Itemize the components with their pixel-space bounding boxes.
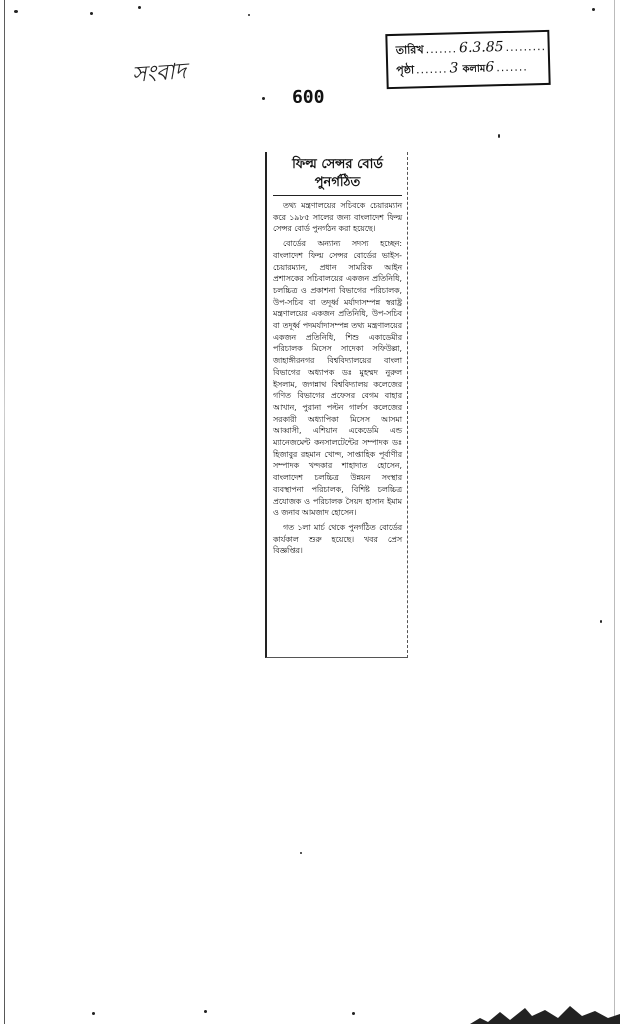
scan-speck (498, 134, 500, 138)
headline-line-1: ফিল্ম সেন্সর বোর্ড (292, 157, 383, 172)
page-code: 009 (292, 85, 325, 106)
scan-left-edge (4, 0, 5, 1024)
scan-speck (300, 852, 302, 854)
article-paragraph: গত ১লা মার্চ থেকে পুনর্গঠিত বোর্ডের কার্যকাল শুরু হয়েছে। খবর প্রেস বিজ্ঞপ্তির। (273, 522, 402, 556)
scan-speck (592, 8, 595, 11)
scan-speck (90, 12, 93, 15)
scan-speck (600, 620, 602, 623)
stamp-dots: ....... (425, 42, 458, 57)
stamp-column-label: কলাম (462, 63, 486, 76)
scan-speck (138, 6, 141, 9)
stamp-dots: ....... (415, 62, 448, 77)
scan-bottom-noise (470, 996, 620, 1024)
scan-right-edge (614, 0, 615, 1024)
stamp-date-label: তারিখ (395, 43, 424, 57)
stamp-dots: ......... (505, 39, 547, 55)
article-paragraph: বোর্ডের অন্যান্য সদস্য হচ্ছেন: বাংলাদেশ ফিল্ম সেন্সর বোর্ডের ভাইস-চেয়ারম্যান, প্রধান সামরিক আইন প্রশাসকের সচিবালয়ের একজন প্রতিনিধি, চলচ্চিত্র ও প্রকাশনা বিভাগের পরিচালক, উপ-সচিব বা তদূর্ধ্ব মর্যাদাসম্পন্ন স্বরাষ্ট্র মন্ত্রণালয়ের একজন প্রতিনিধি, উপ-সচিব বা তদূর্ধ্ব পদমর্যাদাসম্পন্ন তথ্য মন্ত্রণালয়ের একজন প্রতিনিধি, শিশু একাডেমীর পরিচালক মিসেস সাদেকা সফিউল্লা, জাহাঙ্গীরনগর বিশ্ববিদ্যালয়ের বাংলা বিভাগের অধ্যাপক ডঃ মুহম্মদ নুরুল ইসলাম, জগন্নাথ বিশ্ববিদ্যালয় কলেজের গণিত বিভাগের প্রফেসর বেগম বাহার আখান, পুরানা পল্টন গার্লস কলেজের সরকারী অধ্যাপিকা মিসেস আসমা আব্বাসী, এশিয়ান একেডেমি এন্ড ম্যানেজমেন্ট কনসালটেন্টের সম্পাদক ডঃ হিজাবুর রহমান খোন্দ, সাপ্তাহিক পূর্বাণীর সম্পাদক খন্দকার শাহাদাত হোসেন, বাংলাদেশ চলচ্চিত্র উন্নয়ন সংস্থার ব্যবস্থাপনা পরিচালক, বিশিষ্ট চলচ্চিত্র প্রযোজক ও পরিচালক সৈয়দ হাসান ইমাম ও জনাব আমজাদ হোসেন। (273, 239, 402, 518)
stamp-page-value: 3 (449, 60, 459, 77)
headline-line-2: পুনর্গঠিত (314, 175, 361, 190)
scan-speck (262, 97, 265, 100)
stamp-date-value: 6.3.85 (458, 39, 504, 57)
scan-speck (352, 1012, 355, 1015)
stamp-dots: ....... (496, 60, 528, 75)
stamp-column-value: 6 (485, 59, 495, 76)
clipping-headline (273, 156, 402, 196)
scan-speck (248, 14, 250, 16)
date-page-stamp (385, 30, 550, 89)
scan-speck (92, 1012, 95, 1015)
stamp-page-label: পৃষ্ঠা (396, 63, 415, 77)
scan-speck (14, 10, 18, 13)
article-paragraph: তথ্য মন্ত্রণালয়ের সচিবকে চেয়ারম্যান করে ১৯৮৫ সালের জন্য বাংলাদেশ ফিল্ম সেন্সর বোর্ড পুনর্গঠন করা হয়েছে। (273, 201, 402, 234)
newspaper-clipping (265, 152, 408, 658)
stamp-page-row (396, 58, 540, 82)
scan-speck (204, 1010, 207, 1013)
handwritten-source-note: সংবাদ (131, 59, 187, 88)
